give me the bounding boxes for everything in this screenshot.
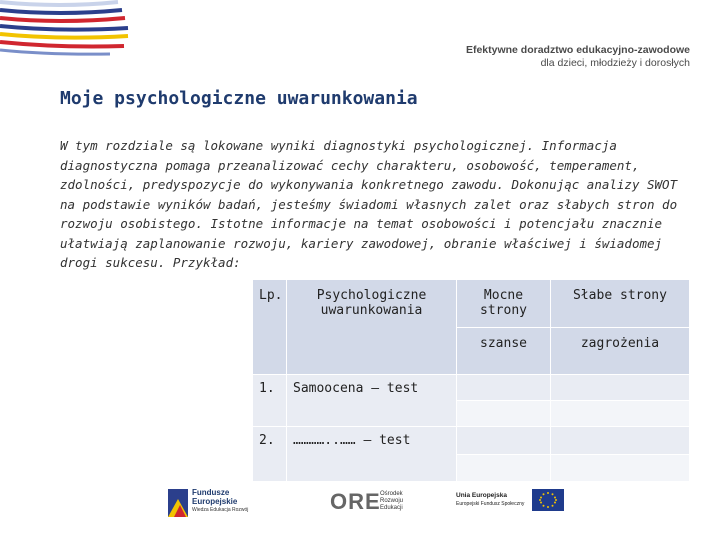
fundusze-europejskie-logo <box>168 487 260 519</box>
row-1-cell-c[interactable] <box>457 401 551 427</box>
header-lp: Lp. <box>253 280 287 375</box>
header-line-1: Efektywne doradztwo edukacyjno-zawodowe <box>465 44 690 56</box>
fe-line-2: Europejskie <box>192 497 238 506</box>
row-1-label: Samoocena – test <box>287 375 457 427</box>
ore-logo <box>330 487 405 517</box>
header-szanse: szanse <box>457 328 551 375</box>
row-2-cell-b[interactable] <box>551 427 690 455</box>
row-2-cell-c[interactable] <box>457 455 551 482</box>
ue-line-2: Europejski Fundusz Społeczny <box>456 501 525 507</box>
row-1-cell-d[interactable] <box>551 401 690 427</box>
row-2-cell-a[interactable] <box>457 427 551 455</box>
header-zagrozenia: zagrożenia <box>551 328 690 375</box>
header-psych: Psychologiczne uwarunkowania <box>287 280 457 375</box>
ore-text: Ośrodek Rozwoju Edukacji <box>380 491 404 511</box>
header-slabe: Słabe strony <box>551 280 690 328</box>
eu-flag-icon <box>532 489 564 511</box>
row-2-lp: 2. <box>253 427 287 482</box>
unia-europejska-logo <box>456 487 566 513</box>
row-2-cell-d[interactable] <box>551 455 690 482</box>
header-tagline <box>466 44 690 70</box>
page-title: Moje psychologiczne uwarunkowania <box>60 88 418 109</box>
header-mocne: Mocne strony <box>457 280 551 328</box>
fe-star-icon <box>168 489 188 517</box>
row-2-label: …………..…… – test <box>287 427 457 482</box>
fe-line-3: Wiedza Edukacja Rozwój <box>192 507 249 513</box>
ue-line-1: Unia Europejska <box>456 492 507 499</box>
body-paragraph: W tym rozdziale są lokowane wyniki diagnostyki psychologicznej. Informacja diagnostyczna pomaga przeanalizować cechy charakteru, osobowość, temperament, zdolności, predyspozycje do wykonywania konkretnego zawodu. Dokonując analizy SWOT na podstawie wyników badań, jesteśmy świadomi własnych zalet oraz słabych stron do rozwoju osobistego. Istotne informacje na temat osobowości i potencjału znacznie ułatwiają zaplanowanie rozwoju, kariery zawodowej, obranie właściwej i świadomej drogi sukcesu. Przykład: <box>60 138 678 270</box>
decorative-stripes <box>0 0 130 60</box>
fe-line-1: Fundusze <box>192 488 230 497</box>
ore-mark: ORE <box>330 489 381 514</box>
row-1-cell-a[interactable] <box>457 375 551 401</box>
swot-table <box>252 279 690 482</box>
row-1-cell-b[interactable] <box>551 375 690 401</box>
header-line-2: dla dzieci, młodzieży i dorosłych <box>540 57 690 69</box>
row-1-lp: 1. <box>253 375 287 427</box>
